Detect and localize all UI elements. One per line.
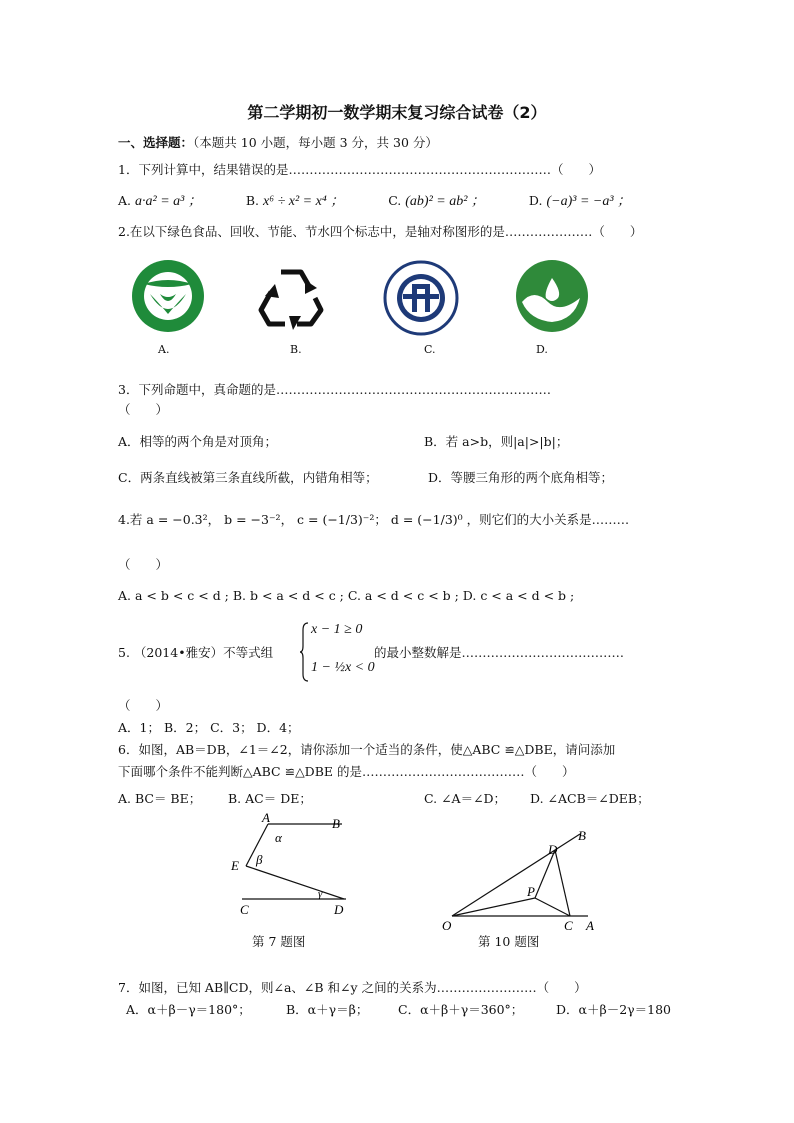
q1-options: [118, 190, 631, 210]
q2-label-b: B.: [290, 343, 302, 356]
q6-option-a: A. BC＝ BE；: [118, 791, 202, 806]
q7-option-b: B．α＋γ＝β；: [286, 1002, 369, 1017]
q2-stem: 2.在以下绿色食品、回收、节能、节水四个标志中，是轴对称图形的是…………………（ ）: [118, 224, 643, 239]
label-gamma: γ: [318, 888, 323, 900]
q4-paren: （ ）: [118, 557, 169, 572]
section-header: [118, 133, 438, 151]
segment-pd: [535, 850, 555, 898]
recycle-logo-icon: [255, 262, 327, 334]
q3-stem: 3．下列命题中，真命题的是…………………………………………………………: [118, 382, 551, 397]
figure-7-diagram: [220, 812, 360, 922]
q2-label-d: D.: [536, 343, 548, 356]
q1-option-c: (ab)² = ab² ；: [405, 194, 485, 209]
q1-label-a: A.: [118, 193, 132, 208]
q6-stem-1: 6．如图，AB＝DB，∠1＝∠2，请你添加一个适当的条件，使△ABC ≌△DBE，请问添加: [118, 742, 616, 757]
label-p: P: [527, 884, 535, 899]
brace-icon: [300, 622, 310, 682]
q1-option-a: a·a² = a³ ；: [135, 194, 202, 209]
q6-option-b: B. AC＝ DE；: [228, 791, 312, 806]
label-a: A: [586, 918, 594, 933]
section-note: （本题共 10 小题，每小题 3 分，共 30 分）: [193, 135, 438, 150]
label-d: D: [548, 842, 558, 857]
q1-label-d: D.: [528, 193, 543, 208]
q7-stem: 7．如图，已知 AB∥CD，则∠a、∠B 和∠y 之间的关系为……………………（ ）: [118, 980, 587, 995]
label-beta: β: [256, 852, 263, 867]
q5-ineq-1: x − 1 ≥ 0: [311, 622, 363, 637]
q1-label-b: B.: [245, 193, 259, 208]
figure-10-diagram: [440, 826, 600, 933]
segment-pc: [535, 898, 570, 916]
q7-option-c: C．α＋β＋γ＝360°；: [398, 1002, 524, 1017]
q2-label-a: A.: [158, 343, 170, 356]
label-alpha: α: [275, 830, 282, 845]
q7-option-d: D．α＋β－2γ＝180: [556, 1002, 671, 1017]
label-b: B: [578, 828, 586, 843]
q1-stem: 1．下列计算中，结果错误的是………………………………………………………（ ）: [118, 162, 601, 177]
figure-7-caption: 第 7 题图: [252, 934, 306, 949]
label-c: C: [240, 902, 249, 917]
q3-option-c: C．两条直线被第三条直线所截，内错角相等；: [118, 470, 378, 485]
q1-option-d: (−a)³ = −a³ ；: [546, 194, 632, 209]
q6-option-c: C. ∠A＝∠D；: [424, 791, 507, 806]
q2-label-c: C.: [424, 343, 436, 356]
label-b: B: [332, 816, 340, 831]
water-saving-logo-icon: [514, 258, 594, 338]
q4-options: A. a < b < c < d ; B. b < a < d < c ; C. a < d < c < b ; D. c < a < d < b ;: [118, 588, 575, 603]
section-head: 一、选择题：: [118, 135, 194, 150]
energy-saving-logo-icon: [383, 260, 459, 336]
line-ed: [246, 866, 344, 899]
figure-10-caption: 第 10 题图: [478, 934, 540, 949]
q5-suffix: 的最小整数解是…………………………………: [374, 645, 625, 660]
label-o: O: [442, 918, 452, 933]
segment-op: [452, 898, 535, 916]
q3-option-b: B．若 a>b，则|a|>|b|；: [424, 434, 569, 449]
q4-stem: 4.若 a = −0.3²， b = −3⁻²， c = (−1/3)⁻²； d = (−1/3)⁰ ，则它们的大小关系是………: [118, 512, 630, 527]
q3-option-d: D．等腰三角形的两个底角相等；: [428, 470, 614, 485]
segment-dc: [555, 850, 570, 916]
q3-paren: （ ）: [118, 402, 169, 417]
q3-option-a: A．相等的两个角是对顶角；: [118, 434, 278, 449]
q1-option-b: x⁶ ÷ x² = x⁴ ；: [262, 194, 345, 209]
page-title: 第二学期初一数学期末复习综合试卷（2）: [247, 103, 547, 122]
q5-options: A．1； B．2； C．3； D．4；: [118, 720, 300, 735]
label-d: D: [334, 902, 344, 917]
label-a: A: [262, 810, 270, 825]
label-c: C: [564, 918, 573, 933]
q1-label-c: C.: [388, 193, 402, 208]
green-food-logo-icon: [130, 258, 210, 338]
q7-option-a: A．α＋β－γ＝180°；: [126, 1002, 251, 1017]
label-e: E: [231, 858, 239, 873]
q5-ineq-2: 1 − ½x < 0: [311, 660, 375, 675]
q5-prefix: 5. （2014•雅安）不等式组: [118, 645, 274, 660]
q6-stem-2: 下面哪个条件不能判断△ABC ≌△DBE 的是…………………………………（ ）: [118, 764, 575, 779]
q6-option-d: D. ∠ACB＝∠DEB；: [530, 791, 650, 806]
q5-paren: （ ）: [118, 698, 169, 713]
